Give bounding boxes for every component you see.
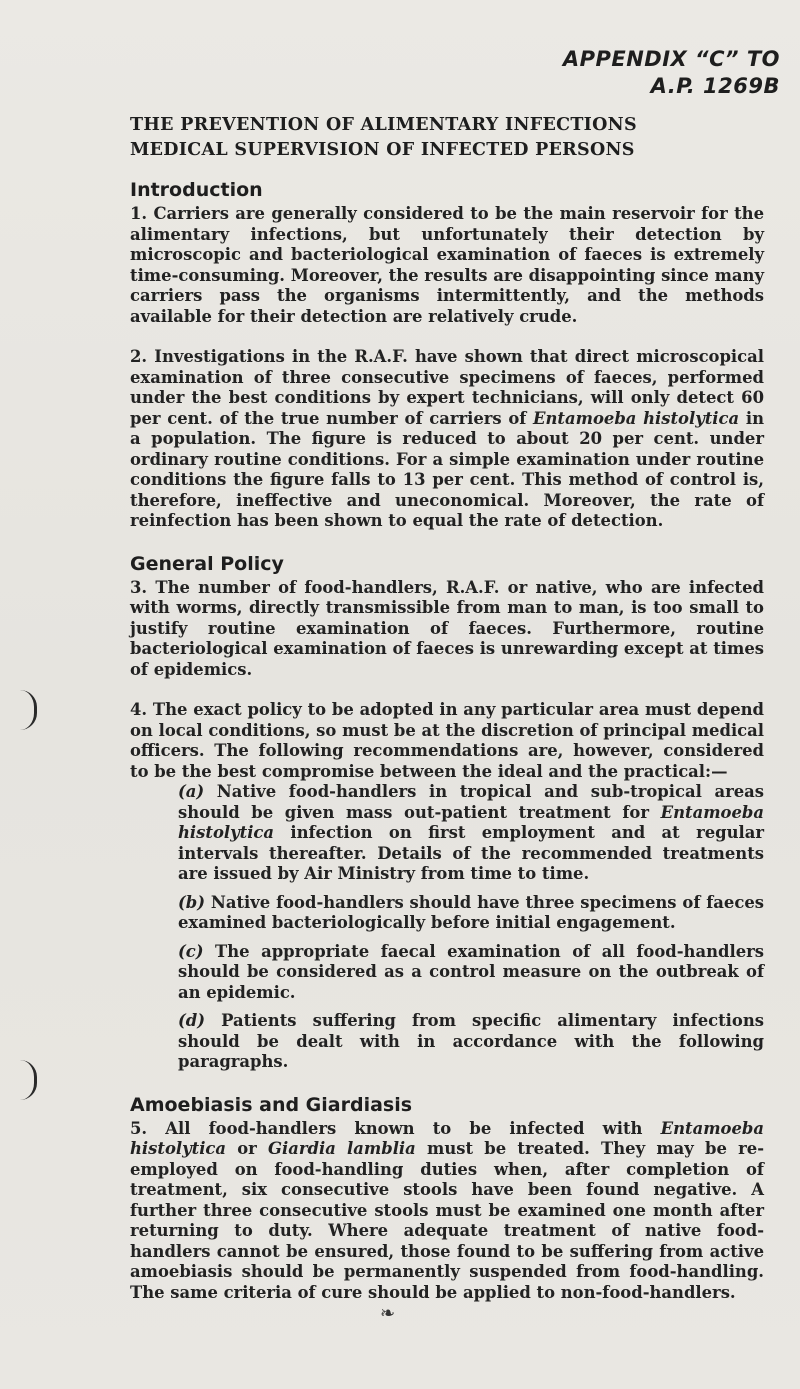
item-text: The appropriate faecal examination of all food-handlers should be considered as a control measure on the outbreak of an epidemic. [178,941,764,1002]
paragraph-5-text-b: or [226,1139,269,1158]
paragraph-4: 4. The exact policy to be adopted in any particular area must depend on local conditions, so must be at the discretion of principal medical officers. The following recommendations are, however, considered to be the best compromise between the ideal and the practical:— [130,700,764,781]
recommendation-a [178,782,764,885]
paragraph-2 [130,347,764,532]
item-text: Patients suffering from specific alimentary infections should be dealt with in accordance with the following paragraphs. [178,1011,764,1071]
item-label: (a) [178,782,205,801]
item-label: (b) [178,892,205,912]
recommendation-c [178,942,764,1004]
item-text: infection on first employment and at regular intervals thereafter. Details of the recommended treatments are issued by Air Ministry from time to time. [178,823,764,883]
publication-ref: A.P. 1269B [650,74,780,98]
section-heading-general-policy: General Policy [130,552,284,575]
recommendation-b [178,893,764,934]
item-text: Native food-handlers in tropical and sub-tropical areas should be given mass out-patient treatment for [178,782,764,822]
species-name: Entamoeba histolytica [178,802,764,842]
document-title [130,113,770,163]
binding-mark [20,1060,37,1100]
species-name: Entamoeba histolytica [533,408,740,428]
species-name: Entamoeba histolytica [130,1118,764,1158]
paragraph-5 [130,1119,764,1304]
recommendation-d [178,1011,764,1073]
section-heading-introduction: Introduction [130,179,263,201]
paragraph-5-text-a: 5. All food-handlers known to be infected with [130,1118,661,1138]
paragraph-2-text-b: in a population. The figure is reduced to about 20 per cent. under ordinary routine conditions. For a simple examination under routine conditions the figure falls to 13 per cent. This method of control is, therefore, ineffective and uneconomical. Moreover, the rate of reinfection has been shown to equal the rate of detection. [130,408,764,530]
end-ornament-icon: ❧ [380,1303,396,1324]
paragraph-2-text-a: 2. Investigations in the R.A.F. have shown that direct microscopical examination of three consecutive specimens of faeces, performed under the best conditions by expert technicians, will only detect 60 per cent. of the true number of carriers of [130,347,764,428]
recommendation-list [178,782,764,1073]
document-body [130,178,764,1303]
paragraph-3: 3. The number of food-handlers, R.A.F. or native, who are infected with worms, directly transmissible from man to man, is too small to justify routine examination of faeces. Furthermore, routine bacteriological examination of faeces is unrewarding except at times of epidemics. [130,577,764,679]
item-label: (d) [178,1011,205,1030]
appendix-header [540,46,780,100]
binding-mark [20,690,37,730]
title-line-2: MEDICAL SUPERVISION OF INFECTED PERSONS [130,140,635,160]
appendix-line: APPENDIX “C” TO [562,47,780,71]
item-label: (c) [178,941,204,961]
section-heading-amoebiasis: Amoebiasis and Giardiasis [130,1093,413,1116]
paragraph-5-text-c: must be treated. They may be re-employed on food-handling duties when, after completion of treatment, six consecutive stools have been found negative. A further three consecutive stools must be examined one month after returning to duty. Where adequate treatment of native food-handlers cannot be ensured, those found to be suffering from active amoebiasis should be permanently suspended from food-handling. The same criteria of cure should be applied to non-food-handlers. [130,1139,765,1302]
item-text: Native food-handlers should have three specimens of faeces examined bacteriologically before initial engagement. [178,892,764,932]
title-line-1: THE PREVENTION OF ALIMENTARY INFECTIONS [130,115,637,135]
paragraph-1: 1. Carriers are generally considered to be the main reservoir for the alimentary infections, but unfortunately their detection by microscopic and bacteriological examination of faeces is extremely time-consuming. Moreover, the results are disappointing since many carriers pass the organisms intermittently, and the methods available for their detection are relatively crude. [130,204,764,326]
species-name: Giardia lamblia [268,1139,416,1158]
